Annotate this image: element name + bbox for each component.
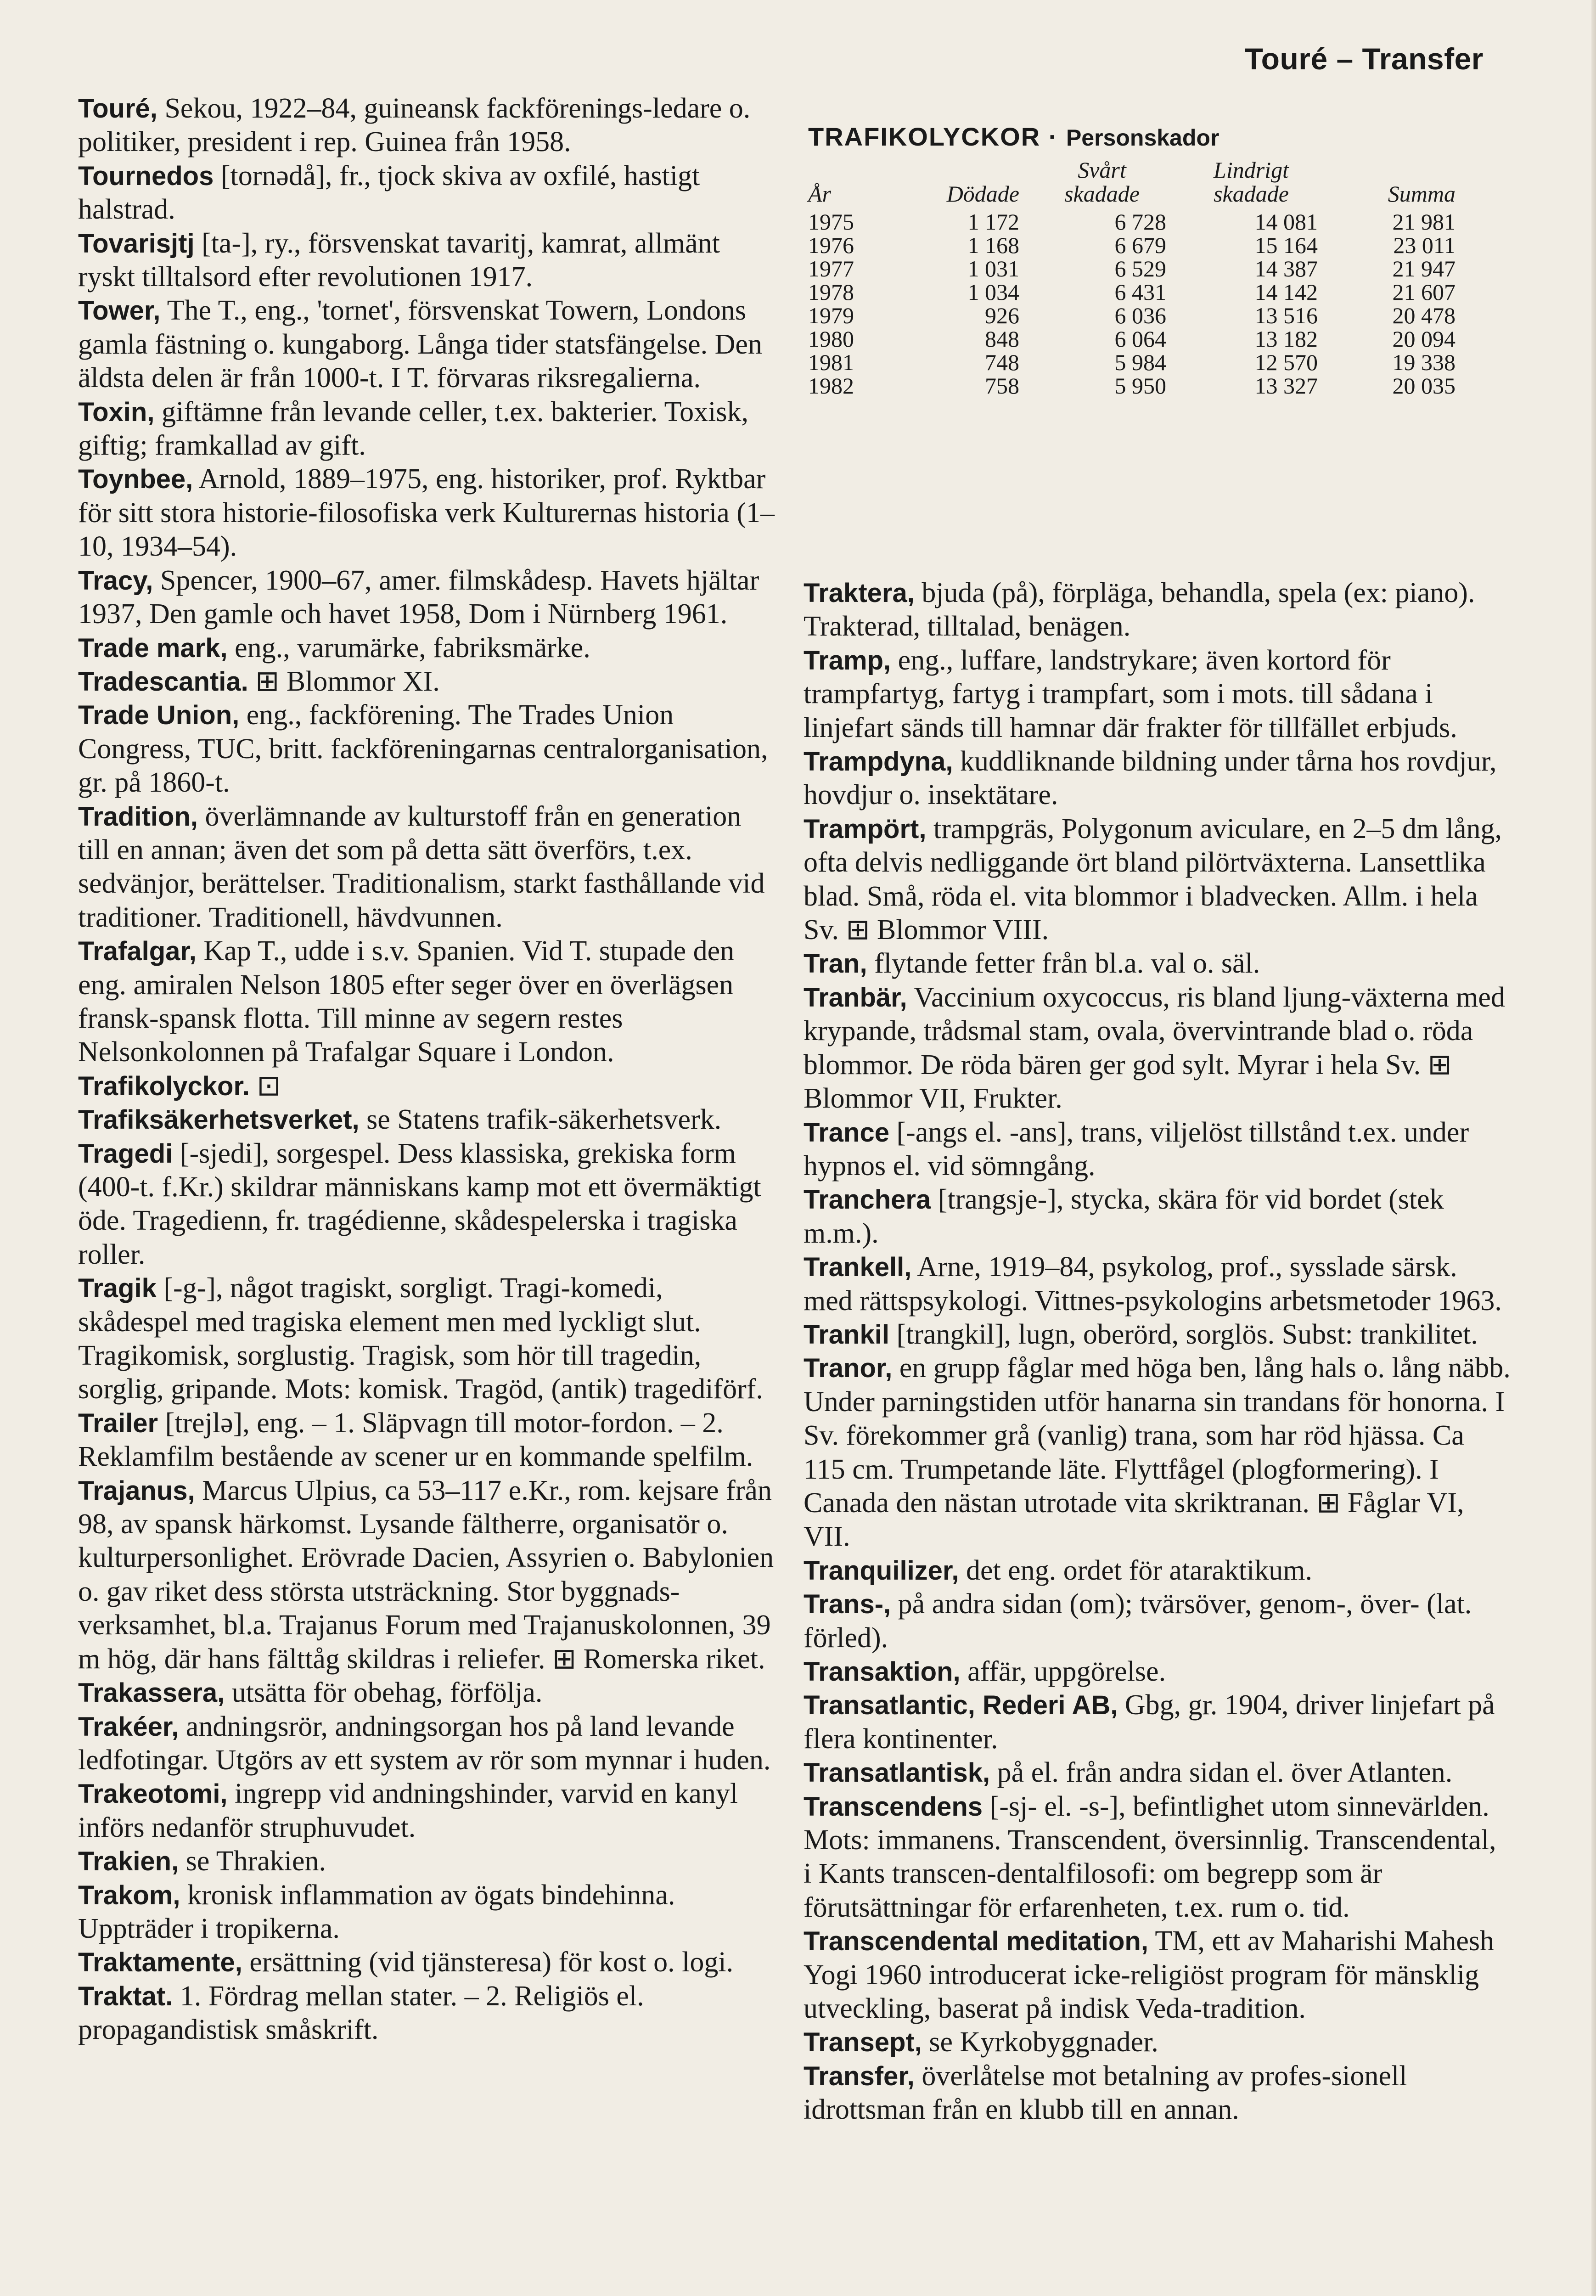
entry (804, 1554, 1511, 1587)
headword: Trampdyna, (804, 747, 953, 777)
table-row (808, 281, 1456, 304)
headword: Transcendens (804, 1791, 983, 1822)
entry (804, 1587, 1511, 1655)
definition: Vaccinium oxycoccus, ris bland ljung-växterna med krypande, trådsmal stam, ovala, övervintrande blad o. röda blommor. De röda bären ger god sylt. Myrar i hela Sv. ⊞ Blommor VII, Frukter. (804, 981, 1505, 1114)
definition: en grupp fåglar med höga ben, lång hals o. lång näbb. Under parningstiden utför hanarna sin trandans för honorna. I Sv. förekommer grå (vanlig) trana, som har röd hjässa. Ca 115 cm. Trumpetande läte. Flyttfågel (plogformering). I Canada den nästan utrotade vita skriktranan. ⊞ Fåglar VI, VII. (804, 1352, 1511, 1553)
headword: Trampört, (804, 814, 927, 844)
definition: Marcus Ulpius, ca 53–117 e.Kr., rom. kejsare från 98, av spansk härkomst. Lysande fältherre, organisatör o. kulturpersonlighet. Erövrade Dacien, Assyrien o. Babylonien o. gav riket dess största utsträckning. Stor byggnads-verksamhet, bl.a. Trajanus Forum med Trajanuskolonnen, 39 m hög, där hans fälttåg skildras i reliefer. ⊞ Romerska riket. (78, 1474, 774, 1675)
entry (78, 294, 776, 395)
entry (78, 1879, 776, 1946)
column-header: Lindrigt (1214, 157, 1289, 183)
table-row (808, 304, 1456, 327)
table-row (808, 210, 1456, 234)
table-cell: 1981 (808, 349, 854, 375)
definition: Sekou, 1922–84, guineansk fackförenings-ledare o. politiker, president i rep. Guinea från 1958. (78, 93, 751, 158)
table-cell: 6 679 (1114, 232, 1166, 258)
column-header: skadade (1214, 181, 1289, 207)
entry (78, 462, 776, 563)
definition: TM, ett av Maharishi Mahesh Yogi 1960 introducerat icke-religiöst program för mänsklig utveckling, baserat på indisk Veda-tradition. (804, 1925, 1495, 2025)
definition: [ta-], ry., försvenskat tavaritj, kamrat, allmänt ryskt tilltalsord efter revolutionen 1917. (78, 227, 720, 293)
column-header (1318, 158, 1456, 182)
headword: Trakéer, (78, 1711, 179, 1742)
headword: Tranor, (804, 1353, 893, 1384)
table-cell: 1 031 (967, 256, 1019, 281)
definition: giftämne från levande celler, t.ex. bakterier. Toxisk, giftig; framkallad av gift. (78, 396, 748, 461)
headword: Transfer, (804, 2061, 915, 2091)
headword: Trailer (78, 1408, 158, 1438)
definition: Arne, 1919–84, psykolog, prof., sysslade särsk. med rättspsykologi. Vittnes-psykologins arbetsmetoder 1963. (804, 1251, 1502, 1317)
entry (804, 1655, 1511, 1688)
entry (78, 631, 776, 665)
entry (78, 1710, 776, 1778)
table-cell: 21 981 (1392, 209, 1456, 235)
entry (78, 1845, 776, 1878)
headword: Tracy, (78, 565, 153, 596)
definition: [trangsje-], stycka, skära för vid bordet (stek m.m.). (804, 1184, 1444, 1249)
table-cell: 848 (985, 326, 1019, 352)
headword: Transept, (804, 2027, 922, 2058)
table-cell: 20 094 (1392, 326, 1456, 352)
entry (78, 665, 776, 698)
table-row (808, 257, 1456, 281)
left-column (78, 92, 776, 2047)
entry (78, 1137, 776, 1272)
entry (78, 1069, 776, 1103)
entry (78, 698, 776, 799)
headword: Tranbär, (804, 982, 907, 1013)
entry (78, 1272, 776, 1407)
traffic-accidents-table (808, 122, 1488, 398)
entry (804, 1925, 1511, 2026)
headword: Tower, (78, 296, 161, 326)
table-cell: 5 984 (1114, 349, 1166, 375)
definition: [trangkil], lugn, oberörd, sorglös. Subst: trankilitet. (889, 1318, 1478, 1350)
definition: ⊞ Blommor XI. (248, 665, 440, 697)
definition: 1. Fördrag mellan stater. – 2. Religiös el. propagandistisk småskrift. (78, 1980, 644, 2046)
table-title-main: TRAFIKOLYCKOR (808, 122, 1041, 151)
headword: Trafikolyckor. (78, 1071, 250, 1101)
entry (804, 1756, 1511, 1790)
definition: på el. från andra sidan el. över Atlanten. (990, 1757, 1453, 1789)
column-header (900, 158, 1019, 182)
table-cell: 758 (985, 373, 1019, 399)
entry (78, 92, 776, 159)
headword: Trafiksäkerhetsverket, (78, 1105, 360, 1135)
entry (804, 2026, 1511, 2059)
entry (78, 1407, 776, 1474)
definition: Spencer, 1900–67, amer. filmskådesp. Havets hjältar 1937, Den gamle och havet 1958, Dom i Nürnberg 1961. (78, 564, 759, 630)
definition: [-angs el. -ans], trans, viljelöst tillstånd t.ex. under hypnos el. vid sömngång. (804, 1116, 1469, 1182)
entry (78, 1980, 776, 2047)
headword: Trakien, (78, 1846, 179, 1877)
entry (78, 1103, 776, 1137)
table-cell: 13 516 (1254, 303, 1318, 328)
table-cell: 748 (985, 349, 1019, 375)
headword: Trance (804, 1117, 889, 1148)
headword: Tovarisjtj (78, 228, 195, 259)
entry (78, 1946, 776, 1979)
headword: Toynbee, (78, 464, 193, 495)
entry (804, 1351, 1511, 1553)
definition: [tornədå], fr., tjock skiva av oxfilé, hastigt halstrad. (78, 160, 700, 225)
definition: Kap T., udde i s.v. Spanien. Vid T. stupade den eng. amiralen Nelson 1805 efter seger över en överlägsen fransk-spansk flotta. Till minne av segern restes Nelsonkolonnen på Trafalgar Square i London. (78, 935, 735, 1068)
column-header: Svårt (1078, 157, 1126, 183)
headword: Tradescantia. (78, 666, 248, 697)
definition: det eng. ordet för ataraktikum. (959, 1554, 1312, 1586)
page-edge (1591, 0, 1596, 2296)
data-table (808, 158, 1456, 398)
entry (78, 395, 776, 463)
table-cell: 1982 (808, 373, 854, 399)
table-cell: 6 064 (1114, 326, 1166, 352)
table-row (808, 374, 1456, 398)
headword: Transatlantisk, (804, 1758, 990, 1788)
table-cell: 1980 (808, 326, 854, 352)
table-cell: 12 570 (1254, 349, 1318, 375)
definition: se Thrakien. (179, 1846, 326, 1877)
entry (804, 1318, 1511, 1351)
headword: Tranchera (804, 1185, 931, 1215)
headword: Trans-, (804, 1589, 891, 1620)
headword: Trade Union, (78, 700, 240, 731)
headword: Tradition, (78, 801, 198, 832)
table-cell: 14 387 (1254, 256, 1318, 281)
table-row (808, 351, 1456, 374)
table-cell: 6 728 (1114, 209, 1166, 235)
definition: andningsrör, andningsorgan hos på land levande ledfotingar. Utgörs av ett system av rör som mynnar i huden. (78, 1711, 771, 1776)
column-header: Summa (1388, 181, 1456, 207)
table-title (808, 122, 1488, 152)
headword: Transaktion, (804, 1657, 961, 1687)
entry (804, 1790, 1511, 1925)
headword: Tramp, (804, 645, 891, 675)
table-row (808, 327, 1456, 351)
entry (78, 159, 776, 227)
table-cell: 15 164 (1254, 232, 1318, 258)
definition: utsätta för obehag, förfölja. (225, 1677, 543, 1709)
headword: Touré, (78, 94, 157, 124)
entry (804, 1688, 1511, 1756)
headword: Toxin, (78, 397, 155, 427)
definition: eng., luffare, landstrykare; även kortord för trampfartyg, fartyg i trampfart, som i mots. till sådana i linjefart sänds till hamnar där frakter för tillfället erbjuds. (804, 644, 1457, 743)
table-header-row-top (808, 158, 1456, 182)
definition: ⊡ (249, 1070, 281, 1102)
headword: Tragik (78, 1273, 157, 1304)
entry (804, 644, 1511, 745)
table-cell: 1976 (808, 232, 854, 258)
table-cell: 1975 (808, 209, 854, 235)
definition: flytande fetter från bl.a. val o. säl. (867, 948, 1260, 979)
entry (804, 2060, 1511, 2127)
headword: Traktat. (78, 1981, 173, 2011)
entry (804, 576, 1511, 644)
headword: Traktamente, (78, 1947, 242, 1978)
table-cell: 1977 (808, 256, 854, 281)
table-cell: 1 034 (967, 279, 1019, 305)
entry (804, 812, 1511, 947)
table-cell: 13 182 (1254, 326, 1318, 352)
definition: [-g-], något tragiskt, sorgligt. Tragi-komedi, skådespel med tragiska element men med lyckligt slut. Tragikomisk, sorglustig. Tragisk, som hör till tragedin, sorglig, gripande. Mots: komisk. Tragöd, (antik) tragediförf. (78, 1272, 763, 1405)
entry (78, 227, 776, 294)
headword: Tournedos (78, 161, 214, 191)
definition: Arnold, 1889–1975, eng. historiker, prof. Ryktbar för sitt stora historie-filosofiska verk Kulturernas historia (1–10, 1934–54). (78, 463, 775, 563)
definition: [trejlə], eng. – 1. Släpvagn till motor-fordon. – 2. Reklamfilm bestående av scener ur en kommande spelfilm. (78, 1407, 753, 1473)
headword: Trankell, (804, 1252, 912, 1283)
table-cell: 6 529 (1114, 256, 1166, 281)
definition: [-sjedi], sorgespel. Dess klassiska, grekiska form (400-t. f.Kr.) skildrar människans kamp mot ett övermäktigt öde. Tragedienn, fr. tragédienne, skådespelerska i tragiska roller. (78, 1137, 761, 1270)
entry (78, 800, 776, 935)
column-header (808, 158, 900, 182)
column-header: År (808, 181, 831, 207)
table-cell: 21 947 (1392, 256, 1456, 281)
table-cell: 1 168 (967, 232, 1019, 258)
entry (804, 1250, 1511, 1318)
table-title-separator: · (1048, 122, 1058, 151)
table-cell: 14 081 (1254, 209, 1318, 235)
definition: Gbg, gr. 1904, driver linjefart på flera kontinenter. (804, 1689, 1495, 1755)
table-cell: 6 431 (1114, 279, 1166, 305)
entry (78, 564, 776, 631)
table-cell: 5 950 (1114, 373, 1166, 399)
definition: affär, uppgörelse. (960, 1656, 1166, 1687)
headword: Trakassera, (78, 1678, 225, 1708)
entry (804, 1116, 1511, 1183)
table-cell: 19 338 (1392, 349, 1456, 375)
entry (804, 1183, 1511, 1250)
definition: på andra sidan (om); tvärsöver, genom-, över- (lat. förled). (804, 1588, 1472, 1654)
definition: bjuda (på), förpläga, behandla, spela (ex: piano). Trakterad, tilltalad, benägen. (804, 577, 1475, 642)
entry (78, 1474, 776, 1676)
headword: Trankil (804, 1319, 889, 1350)
headword: Tranquilizer, (804, 1555, 959, 1586)
headword: Transatlantic, Rederi AB, (804, 1690, 1118, 1721)
table-header-row (808, 182, 1456, 206)
definition: eng., fackförening. The Trades Union Congress, TUC, britt. fackföreningarnas centralorganisation, gr. på 1860-t. (78, 699, 768, 799)
table-cell: 926 (985, 303, 1019, 328)
definition: se Statens trafik-säkerhetsverk. (359, 1104, 722, 1136)
headword: Trafalgar, (78, 936, 197, 967)
definition: överlämnande av kulturstoff från en generation till en annan; även det som på detta sätt överförs, t.ex. sedvänjor, berättelser. Traditionalism, starkt fasthållande vid traditioner. Traditionell, hävdvunnen. (78, 800, 765, 933)
entry (804, 947, 1511, 980)
table-cell: 1979 (808, 303, 854, 328)
definition: kuddliknande bildning under tårna hos rovdjur, hovdjur o. insektätare. (804, 746, 1497, 811)
headword: Trakom, (78, 1880, 180, 1910)
table-cell: 14 142 (1254, 279, 1318, 305)
headword: Trade mark, (78, 633, 228, 663)
headword: Tragedi (78, 1138, 173, 1169)
table-cell: 20 035 (1392, 373, 1456, 399)
definition: eng., varumärke, fabriksmärke. (227, 632, 590, 664)
table-cell: 21 607 (1392, 279, 1456, 305)
table-cell: 1978 (808, 279, 854, 305)
right-column (804, 576, 1511, 2127)
table-subtitle: Personskador (1066, 125, 1219, 151)
definition: [-sj- el. -s-], befintlighet utom sinnevärlden. Mots: immanens. Transcendent, översinnlig. Transcendental, i Kants transcen-dentalfilosofi: om begrepp som är förutsättningar för erfarenheten, t.ex. rum o. tid. (804, 1790, 1496, 1923)
definition: trampgräs, Polygonum aviculare, en 2–5 dm lång, ofta delvis nedliggande ört bland pilörtväxterna. Lansettlika blad. Små, röda el. vita blommor i bladvecken. Allm. i hela Sv. ⊞ Blommor VIII. (804, 813, 1502, 946)
headword: Trajanus, (78, 1475, 195, 1506)
definition: ersättning (vid tjänsteresa) för kost o. logi. (242, 1947, 734, 1978)
entry (78, 1777, 776, 1845)
column-header: skadade (1064, 181, 1140, 207)
table-cell: 1 172 (967, 209, 1019, 235)
table-cell: 20 478 (1392, 303, 1456, 328)
table-row (808, 234, 1456, 257)
headword: Transcendental meditation, (804, 1926, 1148, 1957)
running-head: Touré – Transfer (1244, 42, 1484, 76)
table-cell: 6 036 (1114, 303, 1166, 328)
definition: The T., eng., 'tornet', försvenskat Towern, Londons gamla fästning o. kungaborg. Långa tider statsfängelse. Den äldsta delen är från 1000-t. I T. förvaras riksregalierna. (78, 295, 762, 394)
headword: Tran, (804, 949, 867, 979)
entry (804, 981, 1511, 1116)
table-cell: 23 011 (1393, 232, 1456, 258)
definition: överlåtelse mot betalning av profes-sionell idrottsman från en klubb till en annan. (804, 2060, 1407, 2126)
definition: kronisk inflammation av ögats bindehinna. Uppträder i tropikerna. (78, 1879, 675, 1944)
definition: se Kyrkobyggnader. (922, 2026, 1158, 2058)
headword: Trakeotomi, (78, 1779, 228, 1809)
entry (804, 745, 1511, 812)
table-cell: 13 327 (1254, 373, 1318, 399)
headword: Traktera, (804, 578, 915, 608)
entry (78, 934, 776, 1069)
entry (78, 1676, 776, 1710)
column-header: Dödade (946, 181, 1019, 207)
definition: ingrepp vid andningshinder, varvid en kanyl införs nedanför struphuvudet. (78, 1778, 738, 1843)
